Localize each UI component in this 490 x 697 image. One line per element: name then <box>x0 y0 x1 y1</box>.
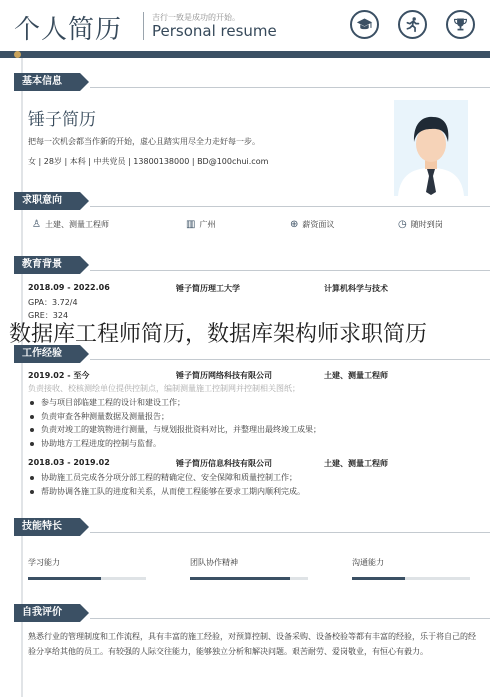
job2-bullets <box>30 471 305 498</box>
running-person-icon <box>398 10 427 39</box>
timeline-line <box>21 58 23 697</box>
section-title: 技能特长 <box>14 518 80 536</box>
intent-availability-text: 随时到岗 <box>410 220 443 229</box>
job-role: 土建、测量工程师 <box>324 459 388 468</box>
section-divider <box>90 87 490 88</box>
section-title: 基本信息 <box>14 73 80 91</box>
skill-bar-fill <box>190 577 290 580</box>
timeline-dot <box>14 51 21 58</box>
section-title: 自我评价 <box>14 604 80 622</box>
title-divider <box>143 12 144 40</box>
avatar <box>394 100 468 196</box>
job-role: 土建、测量工程师 <box>324 371 388 380</box>
resume-tagline: 吉行一致是成功的开始。 <box>152 13 240 22</box>
list-item: 协助施工员完成各分项分部工程的精确定位、安全保障和质量控制工作； <box>30 471 305 485</box>
intent-position <box>32 219 109 230</box>
list-item: 帮助协调各施工队的进度和关系，从而使工程能够在要求工期内顺利完成。 <box>30 485 305 499</box>
skill-label: 学习能力 <box>28 558 60 567</box>
job-period: 2018.03 - 2019.02 <box>28 458 110 467</box>
intent-availability <box>398 219 443 230</box>
list-item: 协助地方工程进度的控制与监督。 <box>30 437 321 451</box>
education-major: 计算机科学与技术 <box>324 284 388 293</box>
trophy-icon <box>446 10 475 39</box>
candidate-name: 锤子简历 <box>28 110 96 130</box>
medal-icon: ♙ <box>32 219 41 230</box>
section-divider <box>90 359 490 360</box>
section-divider <box>90 206 490 207</box>
skill-bar <box>190 577 308 580</box>
job1-bullets <box>30 396 321 450</box>
skill-bar <box>28 577 146 580</box>
education-school: 锤子简历理工大学 <box>176 284 240 293</box>
job-period: 2019.02 - 至今 <box>28 371 90 380</box>
list-item: 参与项目部临建工程的设计和建设工作； <box>30 396 321 410</box>
intent-salary-text: 薪资面议 <box>302 220 335 229</box>
job-faded-line: 负责接收、校核测绘单位提供控制点，编制测量施工控制网并控制相关图纸； <box>28 384 300 393</box>
clock-icon: ◷ <box>398 219 407 230</box>
skill-item <box>190 557 308 580</box>
section-title: 求职意向 <box>14 192 80 210</box>
overlay-caption: 数据库工程师简历，数据库架构师求职简历 <box>9 322 428 347</box>
resume-title-en: Personal resume <box>152 22 277 40</box>
section-title: 工作经验 <box>14 345 80 363</box>
skill-item <box>352 557 470 580</box>
resume-title-cn: 个人简历 <box>14 15 123 45</box>
candidate-contact: 女 | 28岁 | 本科 | 中共党员 | 13800138000 | BD@100chui.com <box>28 157 269 166</box>
list-item: 负责对竣工的建筑物进行测量，与规划报批资料对比，并整理出最终竣工成果； <box>30 423 321 437</box>
header-bar <box>30 51 490 58</box>
list-item: 负责审查各种测量数据及测量报告； <box>30 410 321 424</box>
graduation-cap-icon <box>350 10 379 39</box>
building-icon: ▥ <box>186 219 196 230</box>
intent-position-text: 土建、测量工程师 <box>44 220 109 229</box>
section-divider <box>90 618 490 619</box>
education-gre: GRE：324 <box>28 311 69 320</box>
yen-icon: ⊕ <box>290 219 299 230</box>
section-divider <box>90 532 490 533</box>
intent-salary <box>290 219 334 230</box>
job-company: 锤子简历网络科技有限公司 <box>176 371 272 380</box>
section-title: 教育背景 <box>14 256 80 274</box>
resume-header <box>0 0 490 50</box>
self-evaluation-text: 熟悉行业的管理制度和工作流程，具有丰富的施工经验，对预算控制、设备采购、设备校验等都有丰富的经验，乐于将自己的经验分享给其他的员工。有较强的人际交往能力，能够独立分析和解决问题。艰苦耐劳、爱岗敬业，有恒心有毅力。 <box>28 632 476 656</box>
skill-bar-fill <box>28 577 101 580</box>
skill-bar <box>352 577 470 580</box>
education-gpa: GPA：3.72/4 <box>28 298 78 307</box>
skill-item <box>28 557 146 580</box>
intent-city <box>186 219 215 230</box>
intent-city-text: 广州 <box>199 220 216 229</box>
education-period: 2018.09 - 2022.06 <box>28 283 110 292</box>
candidate-motto: 把每一次机会都当作新的开始，虚心且踏实用尽全力走好每一步。 <box>28 137 260 146</box>
skill-label: 团队协作精神 <box>190 558 238 567</box>
job-company: 锤子简历信息科技有限公司 <box>176 459 272 468</box>
skill-bar-fill <box>352 577 405 580</box>
section-divider <box>90 270 490 271</box>
skill-label: 沟通能力 <box>352 558 384 567</box>
